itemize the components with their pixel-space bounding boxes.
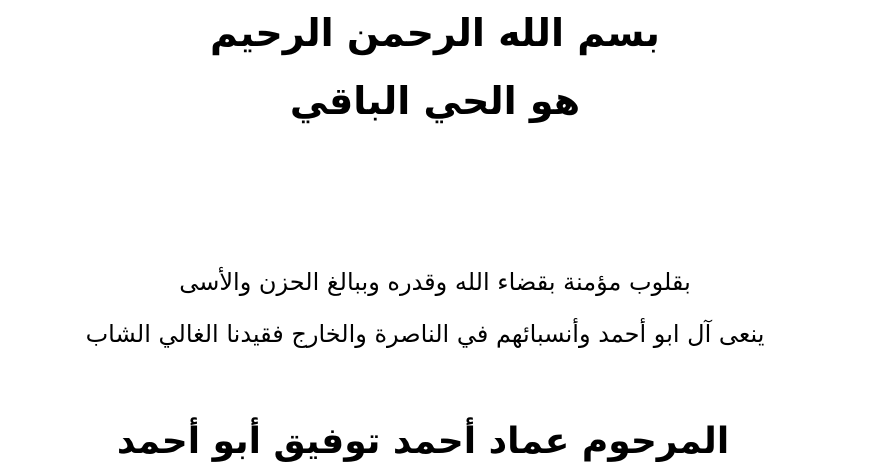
basmala-heading bbox=[0, 11, 870, 55]
announcement-text-1: بقلوب مؤمنة بقضاء الله وقدره وببالغ الحزن والأسى bbox=[179, 268, 691, 296]
deceased-name-heading bbox=[0, 421, 870, 462]
announcement-text-2: ينعى آل ابو أحمد وأنسبائهم في الناصرة والخارج فقيدنا الغالي الشاب bbox=[85, 320, 765, 348]
announcement-line-1 bbox=[0, 270, 870, 294]
basmala-text: بسم الله الرحمن الرحيم bbox=[210, 11, 660, 55]
deceased-name-text: المرحوم عماد أحمد توفيق أبو أحمد bbox=[116, 421, 730, 462]
invocation-text: هو الحي الباقي bbox=[289, 79, 581, 123]
announcement-line-2 bbox=[0, 322, 870, 346]
invocation-heading bbox=[0, 79, 870, 123]
